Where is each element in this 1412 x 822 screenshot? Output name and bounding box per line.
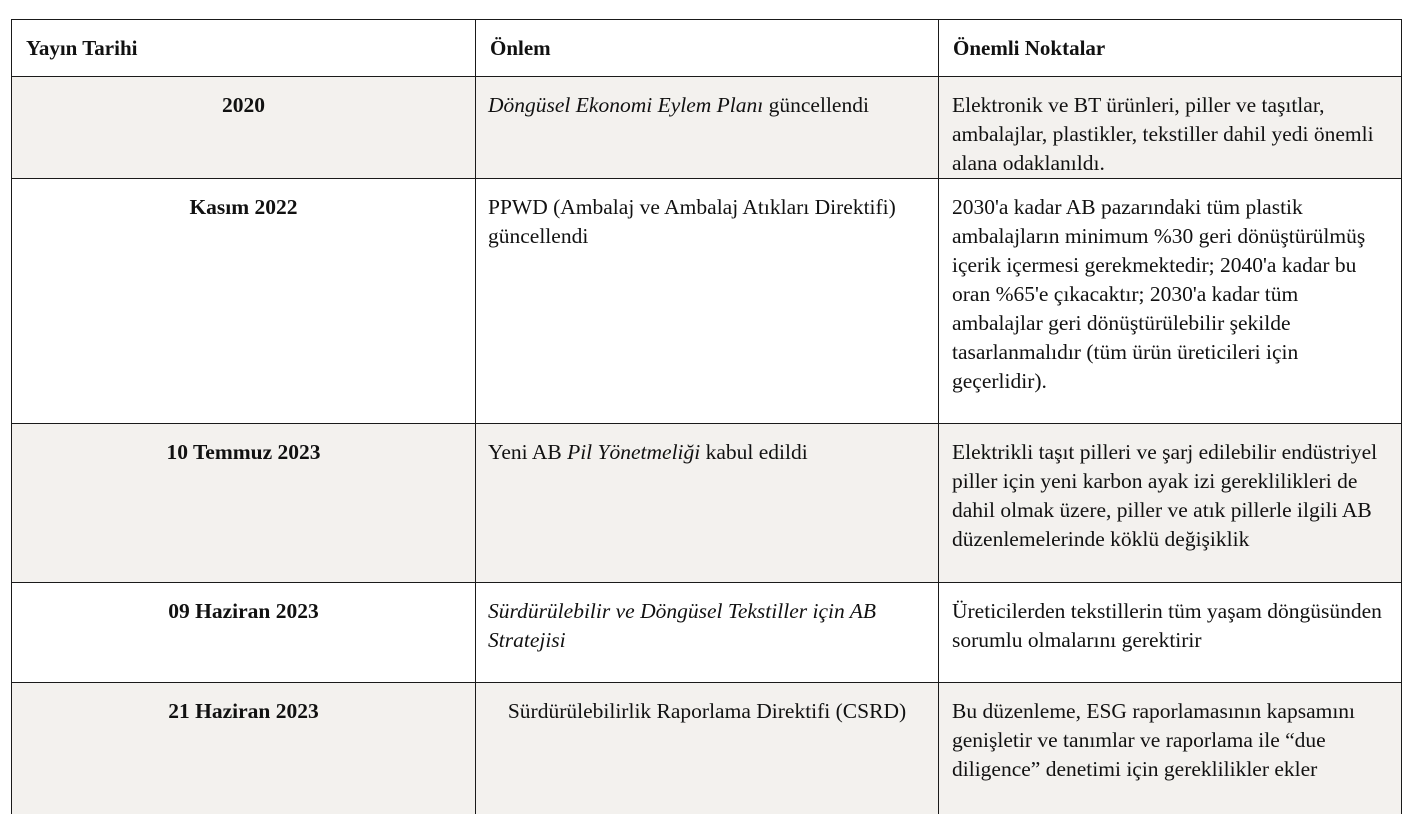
regulation-table (11, 19, 1402, 814)
row-measure: Sürdürülebilirlik Raporlama Direktifi (CSRD) (476, 683, 939, 814)
table-row (12, 179, 1402, 424)
table-header-row (12, 20, 1402, 77)
measure-italic: Sürdürülebilir ve Döngüsel Tekstiller için AB Stratejisi (488, 599, 876, 652)
table-row (12, 424, 1402, 583)
measure-text: Yeni AB (488, 440, 568, 464)
row-notes: Elektrikli taşıt pilleri ve şarj edilebilir endüstriyel piller için yeni karbon ayak izi gereklilikleri de dahil olmak üzere, piller ve atık pillerle ilgili AB düzenlemelerinde köklü değişiklik (939, 424, 1402, 583)
table-row (12, 583, 1402, 683)
header-measure: Önlem (476, 20, 939, 77)
row-notes: 2030'a kadar AB pazarındaki tüm plastik ambalajların minimum %30 geri dönüştürülmüş içerik içermesi gerekmektedir; 2040'a kadar bu oran %65'e çıkacaktır; 2030'a kadar tüm ambalajlar geri dönüştürülebilir şekilde tasarlanmalıdır (tüm ürün üreticileri için geçerlidir). (939, 179, 1402, 424)
measure-italic: Döngüsel Ekonomi Eylem Planı (488, 93, 764, 117)
row-date: 2020 (12, 77, 476, 179)
row-notes: Elektronik ve BT ürünleri, piller ve taşıtlar, ambalajlar, plastikler, tekstiller dahil yedi önemli alana odaklanıldı. (939, 77, 1402, 179)
table-row (12, 77, 1402, 179)
header-notes: Önemli Noktalar (939, 20, 1402, 77)
row-notes: Üreticilerden tekstillerin tüm yaşam döngüsünden sorumlu olmalarını gerektirir (939, 583, 1402, 683)
measure-text: kabul edildi (700, 440, 808, 464)
row-date: 21 Haziran 2023 (12, 683, 476, 814)
row-measure (476, 424, 939, 583)
header-date: Yayın Tarihi (12, 20, 476, 77)
row-measure (476, 583, 939, 683)
row-measure: PPWD (Ambalaj ve Ambalaj Atıkları Direktifi) güncellendi (476, 179, 939, 424)
row-measure (476, 77, 939, 179)
row-notes: Bu düzenleme, ESG raporlamasının kapsamını genişletir ve tanımlar ve raporlama ile “due diligence” denetimi için gereklilikler ekler (939, 683, 1402, 814)
table-row (12, 683, 1402, 814)
row-date: Kasım 2022 (12, 179, 476, 424)
row-date: 09 Haziran 2023 (12, 583, 476, 683)
measure-italic: Pil Yönetmeliği (567, 440, 701, 464)
row-date: 10 Temmuz 2023 (12, 424, 476, 583)
measure-text: güncellendi (763, 93, 869, 117)
